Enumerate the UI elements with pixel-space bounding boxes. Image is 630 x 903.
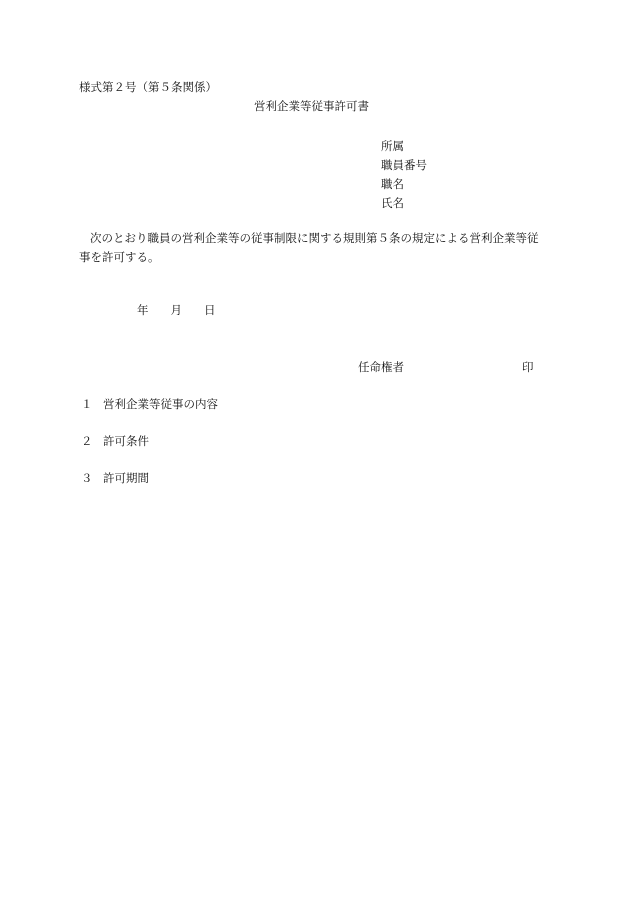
section-number: １ [81, 397, 93, 411]
appointing-authority-label: 任命権者 [358, 360, 404, 374]
employee-number-label: 職員番号 [381, 158, 427, 172]
recipient-fields [381, 137, 427, 213]
section-label: 営利企業等従事の内容 [103, 397, 218, 411]
section-number: ２ [81, 434, 93, 448]
year-label: 年 [137, 303, 149, 317]
section-label: 許可条件 [103, 434, 149, 448]
section-number: ３ [81, 471, 93, 485]
section-label: 許可期間 [103, 471, 149, 485]
seal-label: 印 [522, 360, 534, 374]
affiliation-label: 所属 [381, 139, 404, 153]
section-permission-period [81, 472, 149, 486]
date-row [137, 304, 216, 318]
document-title: 営利企業等従事許可書 [254, 99, 369, 113]
month-label: 月 [170, 303, 182, 317]
section-content [81, 398, 218, 412]
job-title-label: 職名 [381, 177, 404, 191]
permission-text: 次のとおり職員の営利企業等の従事制限に関する規則第５条の規定による営利企業等従事を許可する。 [79, 231, 539, 264]
section-permission-conditions [81, 435, 149, 449]
form-number: 様式第２号（第５条関係） [79, 80, 217, 94]
name-label: 氏名 [381, 196, 404, 210]
day-label: 日 [204, 303, 216, 317]
